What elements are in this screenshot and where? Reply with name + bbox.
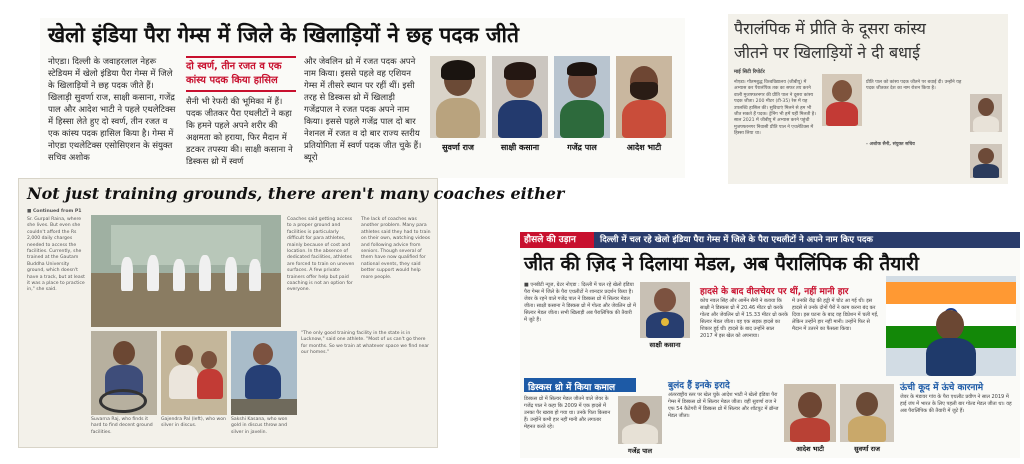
- clip3-body-col-1: Sr. Gurpal Raina, where she lives. But even she couldn't afford the Rs 2,000 daily charges needed to access the facilities. Currently, she trained at the Gautam Buddha University ground, which doesn't have a track, but at least it was a place to practice in," she said.: [27, 217, 85, 293]
- photo-sakshi-kasana-throw: [231, 331, 297, 415]
- photo-adesh-bhati-2: [784, 384, 836, 442]
- clip3-caption-1: Suvarna Raj, who finds it hard to find decent ground facilities.: [91, 417, 153, 435]
- clip4-subhead-mid: हादसे के बाद वीलचेयर पर थीं, नहीं मानी हार: [700, 287, 849, 297]
- clip4-column-6: जेवर के मंडावर गांव के पैरा एथलीट प्रवीण ने साल 2019 में हाई जंप में भारत के लिए पहली बार गोल्ड मेडल जीता था। वह अब पैरालिंपिक की तैयारी में जुटे हैं।: [900, 394, 1012, 414]
- clip3-caption-2: Gajendra Pal (left), who won silver in discus.: [161, 417, 226, 429]
- portrait-official-2: [970, 144, 1002, 178]
- clip4-column-1: ■ एनबीटी न्यूज, ग्रेटर नोएडा : दिल्ली में चल रहे खेलो इंडिया पैरा गेम्स में जिले के पैरा एथलीटों ने शानदार प्रदर्शन किया है। जेवर के रहने वाले गजेंद्र पाल ने डिस्कस थ्रो में सिल्वर मेडल जीता। साक्षी कसाना ने डिस्कस थ्रो में गोल्ड और जेवलिन थ्रो में सिल्वर मेडल जीता। सभी खिलाड़ी अब पैरालिंपिक की तैयारी में जुटे हैं।: [524, 282, 636, 323]
- clip3-body-col-4: "The only good training facility in the state is in Lucknow," said one athlete. "Most of us can't go there for months. So we train at whatever space we find near our homes.": [301, 331, 430, 356]
- news-clipping-preeti-bronze: [728, 14, 1008, 184]
- clip3-body-col-2: Coaches said getting access to a proper ground and facilities is particularly difficult for para athletes, mainly because of cost and location. In the absence of dedicated facilities, athletes are forced to train on uneven surfaces. A few private trainers offer help but paid coaching is not an option for everyone.: [287, 217, 355, 293]
- clip4-subhead-right: ऊंची कूद में ऊंचे कारनामे: [900, 383, 984, 393]
- photo-athletes-running: [91, 215, 281, 327]
- clip4-column-2: कोच नवल सिंह और आर्मेन सैनी ने बताया कि साक्षी ने डिस्कस थ्रो में 20.46 मीटर थ्रो करके गोल्ड और जेवलिन थ्रो में 15.33 मीटर थ्रो करके सिल्वर मेडल जीता। वह एक सड़क हादसे का शिकार हुई थीं। हादसे के बाद उन्होंने साल 2017 में इस खेल को अपनाया।: [700, 298, 788, 339]
- photo-sakshi-kasana-medal: [640, 282, 690, 338]
- clip2-headline-line-2: जीतने पर खिलाड़ियों ने दी बधाई: [734, 43, 920, 62]
- caption-sakshi-kasana-2: साक्षी कसाना: [649, 341, 681, 349]
- portrait-sakshi-kasana: [492, 56, 548, 138]
- clip1-headline: खेलो इंडिया पैरा गेम्स में जिले के खिलाड़ियों ने छह पदक जीते: [48, 23, 519, 47]
- photo-athlete-with-flag: [886, 276, 1016, 376]
- clip2-byline: माई सिटी रिपोर्टर: [734, 69, 765, 75]
- clip3-caption-3: Sakshi Kasana, who won gold in discus throw and silver in javelin.: [231, 417, 288, 435]
- clip4-subhead-left: डिस्कस थ्रो में किया कमाल: [524, 378, 636, 392]
- clip4-tag: हौसले की उड़ान: [520, 232, 594, 248]
- portrait-suvarna-raj: [430, 56, 486, 138]
- clip4-subhead-mid-2: बुलंद हैं इनके इरादे: [668, 381, 730, 391]
- clip4-column-3: में उनकी रीढ़ की हड्डी में चोट आ गई थी। इस हादसे से उनके दोनों पैरों ने काम करना बंद कर दिया। इस घटना के बाद वह डिप्रेशन में चली गईं, लेकिन उन्होंने हार नहीं मानी। उन्होंने फिर से मैदान में उतरने का फैसला किया।: [792, 298, 879, 332]
- photo-suvarna-raj-wheelchair: [91, 331, 157, 415]
- portrait-adesh-bhati: [616, 56, 672, 138]
- clip2-body: नोएडा। गौतमबुद्ध विश्वविद्यालय (जीबीयू) में अभ्यास कर पैरालंपिक तक का सफर तय करने वाली मुजफ्फरनगर की प्रीति पाल ने दूसरा कांस्य पदक जीता। 200 मीटर (टी-35) रेस में यह उपलब्धि हासिल की। सुविधाएं मिलने से हम भी जीत सकते हैं पदक। ट्रेनिंग भी हमें यहीं मिलती है। साल 2021 में जीबीयू में अभ्यास करने पहुंची मुजफ्फरनगर निवासी प्रीति पाल ने एथलेटिक्स में हिस्सा लिया था।: [734, 80, 816, 137]
- clip1-column-3: और जेवलिन थ्रो में रजत पदक अपने नाम किया। इससे पहले वह एशियन गेम्स में तीसरे स्थान पर रहीं थीं। इसी तरह से डिस्कस थ्रो में खिलाड़ी गजेंद्रपाल ने रजत पदक अपने नाम किया। इससे पहले गजेंद्र पाल दो बार नेशनल में रजत व दो बार राज्य स्तरीय प्रतियोगिता में स्वर्ण पदक जीत चुके हैं। ब्यूरो: [304, 57, 422, 163]
- portrait-gajendra-pal: [554, 56, 610, 138]
- photo-gajendra-pal-discus: [161, 331, 227, 415]
- clip2-quote: प्रीति पाल को कांस्य पदक जीतने पर बधाई दी। उन्होंने यह पदक जीतकर देश का नाम रोशन किया है।: [866, 80, 962, 92]
- news-clipping-khelo-india: [40, 18, 685, 178]
- clip3-body-col-3: The lack of coaches was another problem. Many para athletes said they had to train on their own, watching videos and following advice from seniors. Though several of them have now qualified for national events, they said better support would help more people.: [361, 217, 431, 280]
- caption-gajendra-pal-2: गजेंद्र पाल: [628, 447, 652, 455]
- photo-gajendra-pal-2: [618, 396, 662, 444]
- clip2-attribution: - अशोक सैनी, संयुक्त सचिव: [866, 142, 915, 147]
- clip4-headline: जीत की ज़िद ने दिलाया मेडल, अब पैरालिंपिक की तैयारी: [524, 253, 919, 275]
- clip1-column-2: सैनी भी रेफरी की भूमिका में हैं। पदक जीतकर पैरा एथलीटों ने कहा कि हमने पहले अपने शरीर की अक्षमता को हराया, फिर मैदान में डटकर तपस्या की। साक्षी कसाना ने डिस्कस थ्रो में स्वर्ण: [186, 97, 293, 167]
- portrait-official-1: [970, 94, 1002, 132]
- clip3-continued: ■ Continued from P1: [27, 209, 82, 214]
- clip4-kicker: दिल्ली में चल रहे खेलो इंडिया पैरा गेम्स में जिले के पैरा एथलीटों ने अपने नाम किए पदक: [594, 232, 1020, 248]
- clip3-headline: Not just training grounds, there aren't many coaches either: [27, 184, 565, 203]
- caption-adesh-bhati: आदेश भाटी: [626, 143, 662, 152]
- news-clipping-nbt-medal: [520, 232, 1020, 458]
- clip4-column-4: डिस्कस थ्रो में सिल्वर मेडल जीतने वाले जेवर के गजेंद्र पाल ने कहा कि 2009 में एक हादसे में उनका पैर खराब हो गया था। उनके पिता किसान हैं। उन्होंने कभी हार नहीं मानी और लगातार मेहनत करते रहे।: [524, 396, 611, 430]
- photo-suvarna-raj-2: [840, 384, 894, 442]
- clip1-column-1: नोएडा। दिल्ली के जवाहरलाल नेहरू स्टेडियम में खेलो इंडिया पैरा गेम्स में जिले के खिलाड़ियों ने छह पदक जीते हैं। खिलाड़ी सुवर्णा राज, साक्षी कसाना, गजेंद्र पाल और आदेश भाटी ने पहले एथलेटिक्स में हिस्सा लेते हुए दो स्वर्ण, तीन रजत व एक कांस्य पदक हासिल किया है। गेम्स में नोएडा एथलेटिक्स एसोसिएशन के संयुक्त सचिव अशोक: [48, 57, 176, 163]
- caption-adesh-bhati-2: आदेश भाटी: [796, 445, 824, 453]
- clip1-subhead: दो स्वर्ण, तीन रजत व एक कांस्य पदक किया हासिल: [186, 56, 296, 92]
- portrait-preeti-pal: [822, 74, 862, 126]
- clip2-headline-line-1: पैरालंपिक में प्रीति के दूसरा कांस्य: [734, 19, 926, 38]
- caption-sakshi-kasana: साक्षी कसाना: [500, 143, 540, 152]
- caption-suvarna-raj-2: सुवर्णा राज: [854, 445, 880, 453]
- caption-gajendra-pal: गजेंद्र पाल: [567, 143, 597, 152]
- caption-suvarna-raj: सुवर्णा राज: [442, 143, 474, 152]
- clip4-column-5: अंतरराष्ट्रीय स्तर पर खेल चुके आदेश भाटी ने खेलो इंडिया पैरा गेम्स में डिस्कस थ्रो में सिल्वर मेडल जीता। वहीं सुवर्णा राज ने एफ 54 कैटेगरी में डिस्कस थ्रो में सिल्वर और शॉटपुट में ब्रॉन्ज मेडल जीता।: [668, 392, 779, 419]
